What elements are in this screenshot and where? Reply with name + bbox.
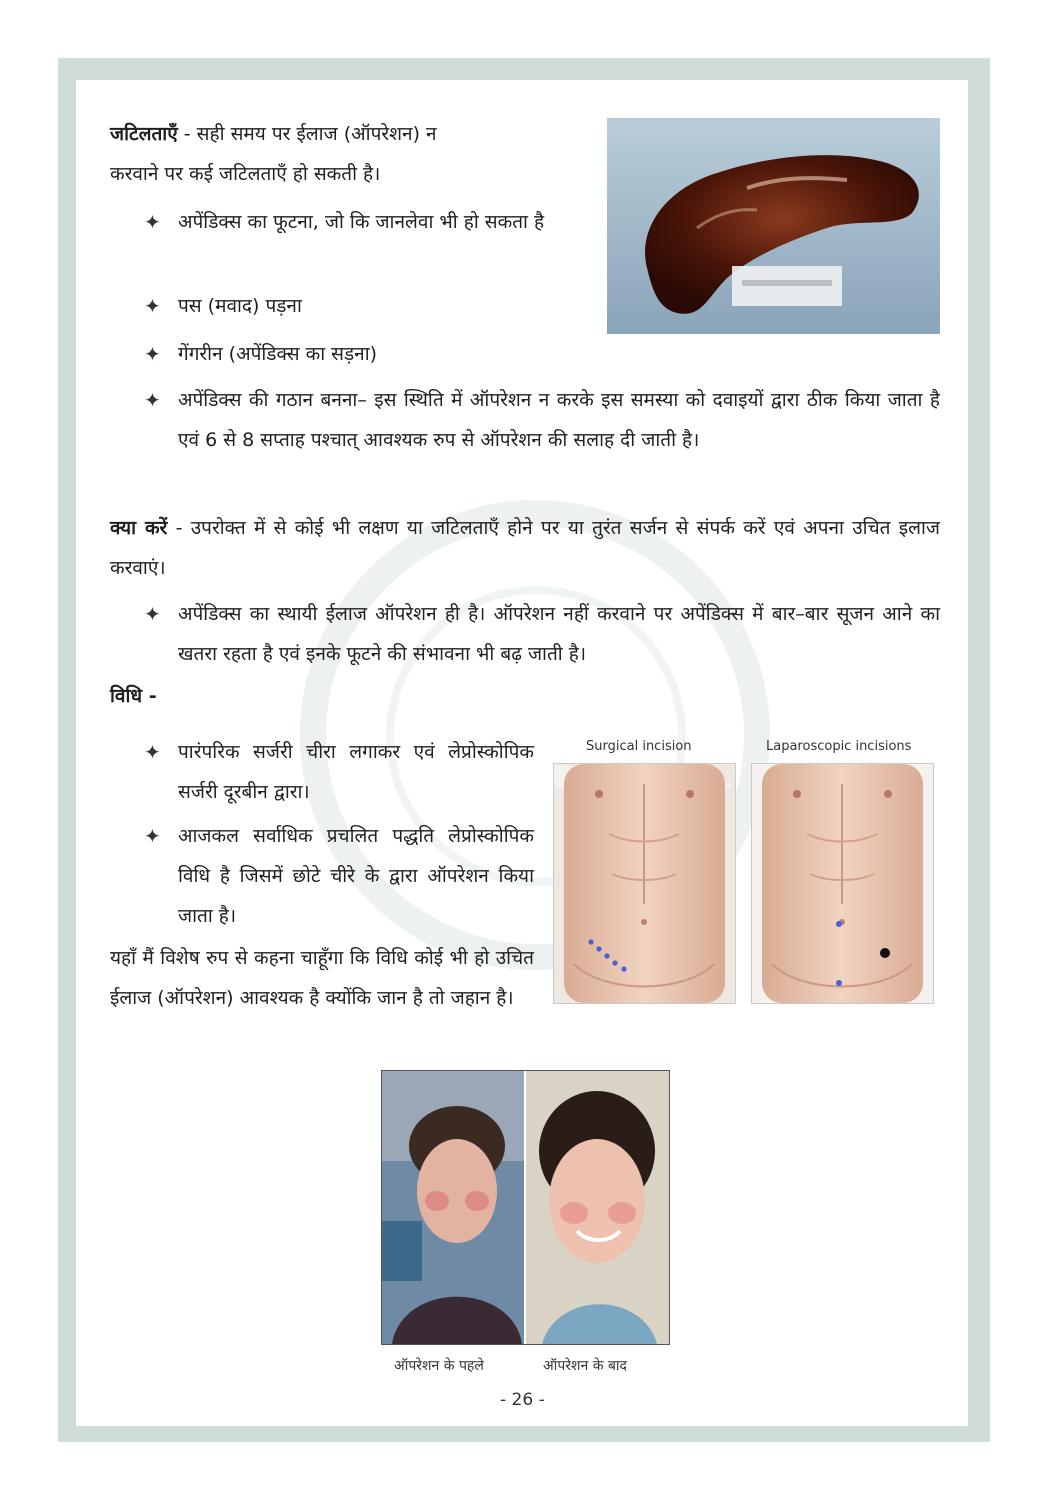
complications-intro-line2: करवाने पर कई जटिलताएँ हो सकती है। bbox=[110, 163, 381, 185]
laparoscopic-incisions-label: Laparoscopic incisions bbox=[766, 739, 912, 754]
four-point-star-icon: ✦ bbox=[144, 824, 161, 848]
method-closing: यहाँ मैं विशेष रुप से कहना चाहूँगा कि विधि कोई भी हो उचित ईलाज (ऑपरेशन) आवश्यक है क्योंकि जान है तो जहान है। bbox=[110, 947, 534, 1009]
complications-intro bbox=[110, 114, 590, 154]
after-caption: ऑपरेशन के बाद bbox=[543, 1358, 627, 1374]
before-caption: ऑपरेशन के पहले bbox=[394, 1358, 484, 1374]
list-item: ✦ पस (मवाद) पड़ना bbox=[178, 286, 590, 326]
what-to-do-heading: क्या करें bbox=[110, 517, 168, 539]
torso-illustration bbox=[554, 764, 735, 1003]
four-point-star-icon: ✦ bbox=[144, 294, 161, 318]
complications-heading: जटिलताएँ bbox=[110, 123, 178, 145]
page-number: - 26 - bbox=[500, 1390, 545, 1410]
laparoscopic-incisions-figure bbox=[751, 763, 934, 1004]
list-item: ✦ अपेंडिक्स का फूटना, जो कि जानलेवा भी हो सकता है bbox=[178, 202, 590, 242]
complications-intro-line1: - सही समय पर ईलाज (ऑपरेशन) न bbox=[177, 123, 437, 145]
appendix-specimen-photo bbox=[607, 118, 940, 334]
torso-illustration bbox=[752, 764, 933, 1003]
list-item: ✦ अपेंडिक्स की गठान बनना– इस स्थिति में ऑपरेशन न करके इस समस्या को दवाइयों द्वारा ठीक किया जाता है एवं 6 से 8 सप्ताह पश्चात् आवश्यक रुप से ऑपरेशन की सलाह दी जाती है। bbox=[178, 380, 940, 460]
before-after-portraits bbox=[382, 1071, 669, 1344]
list-item: ✦ अपेंडिक्स का स्थायी ईलाज ऑपरेशन ही है। ऑपरेशन नहीं करवाने पर अपेंडिक्स में बार–बार सूजन आने का खतरा रहता है एवं इनके फूटने की संभावना भी बढ़ जाती है। bbox=[178, 594, 940, 674]
before-after-photo bbox=[381, 1070, 670, 1345]
four-point-star-icon: ✦ bbox=[144, 388, 161, 412]
what-to-do-paragraph: क्या करें - उपरोक्त में से कोई भी लक्षण या जटिलताएँ होने पर या तुरंत सर्जन से संपर्क करें एवं अपना उचित इलाज करवाएं। bbox=[110, 517, 940, 579]
four-point-star-icon: ✦ bbox=[144, 740, 161, 764]
list-item: ✦ गेंगरीन (अपेंडिक्स का सड़ना) bbox=[178, 334, 590, 374]
method-heading: विधि - bbox=[110, 685, 157, 707]
list-item: ✦ पारंपरिक सर्जरी चीरा लगाकर एवं लेप्रोस्कोपिक सर्जरी दूरबीन द्वारा। bbox=[178, 732, 534, 812]
four-point-star-icon: ✦ bbox=[144, 342, 161, 366]
list-item: ✦ आजकल सर्वाधिक प्रचलित पद्धति लेप्रोस्कोपिक विधि है जिसमें छोटे चीरे के द्वारा ऑपरेशन किया जाता है। bbox=[178, 816, 534, 936]
surgical-incision-label: Surgical incision bbox=[586, 739, 692, 754]
four-point-star-icon: ✦ bbox=[144, 602, 161, 626]
surgical-incision-figure bbox=[553, 763, 736, 1004]
four-point-star-icon: ✦ bbox=[144, 210, 161, 234]
appendix-specimen-illustration bbox=[607, 118, 940, 334]
